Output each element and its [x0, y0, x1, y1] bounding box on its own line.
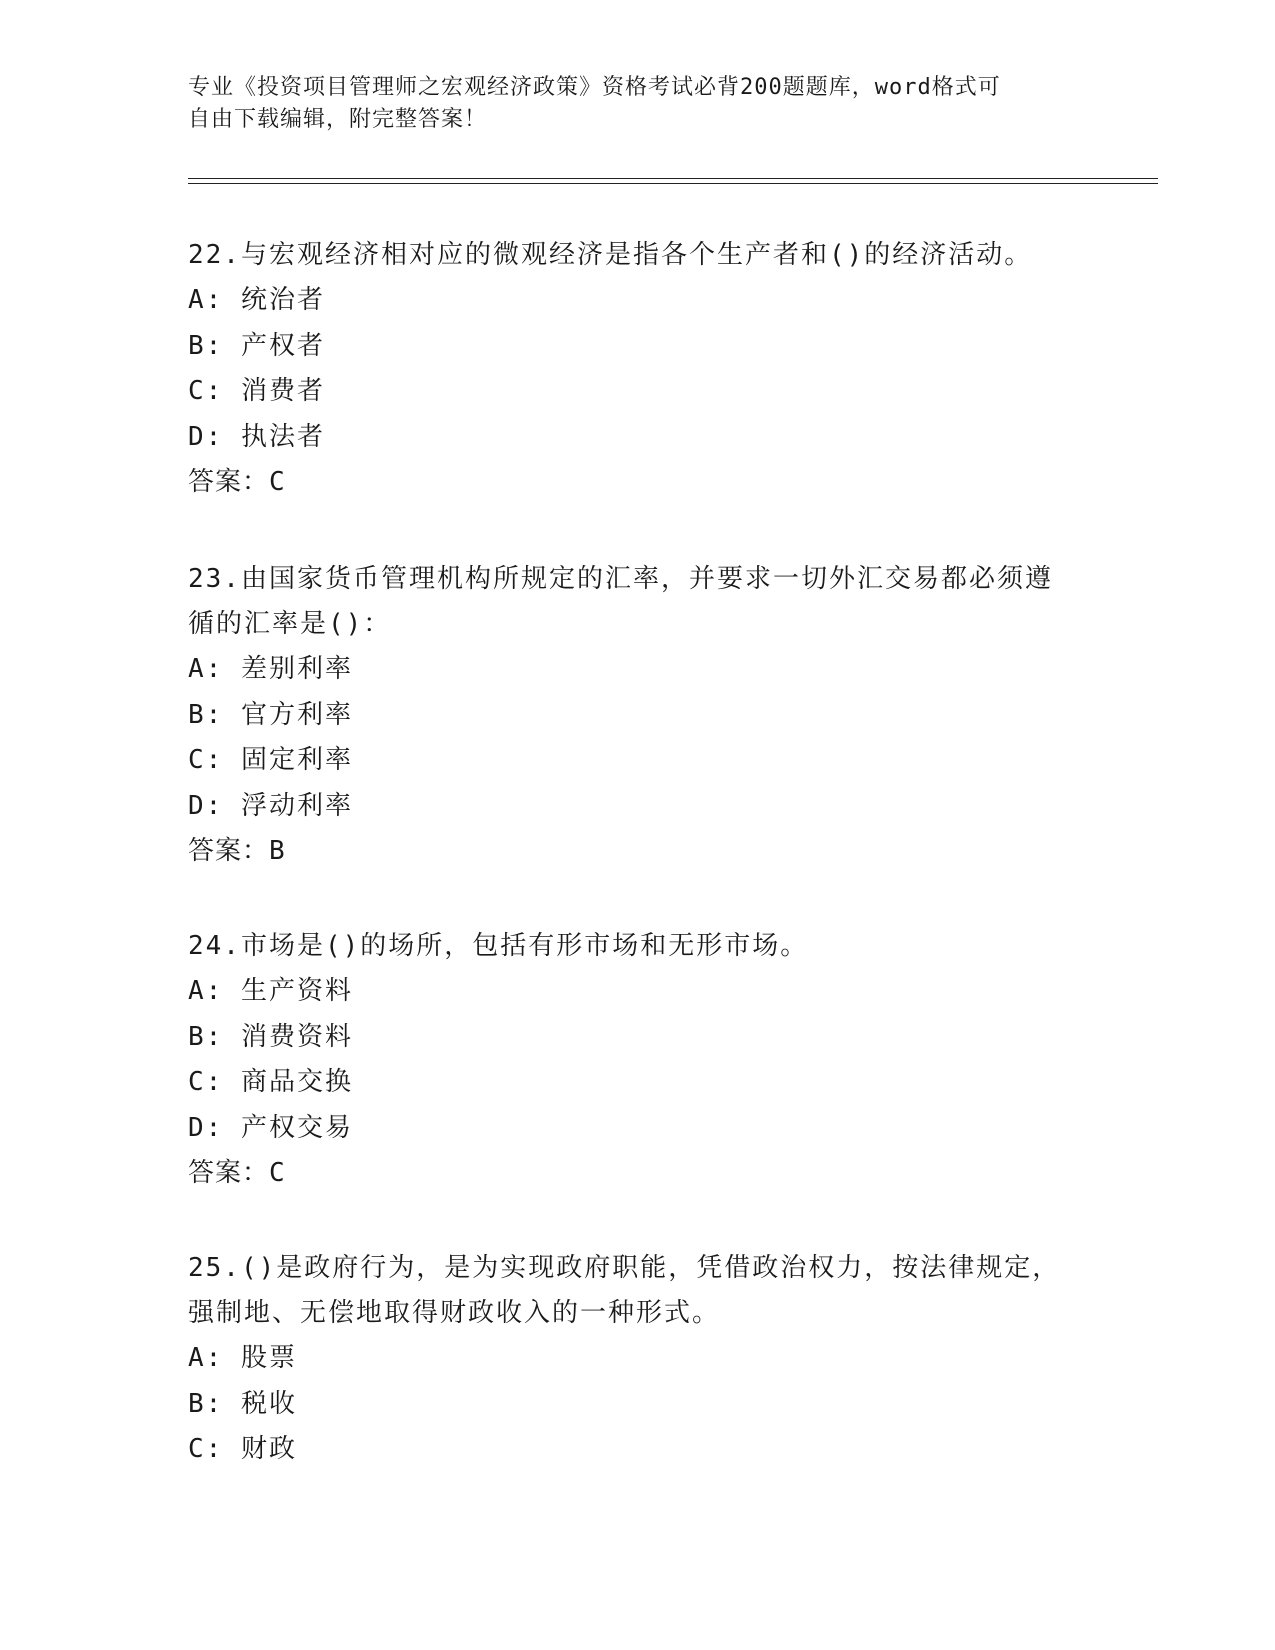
question-22 — [188, 233, 1088, 505]
option-a: A: 差别利率 — [188, 654, 353, 684]
option-d: D: 执法者 — [188, 421, 325, 452]
answer-value: C — [269, 467, 286, 497]
question-23 — [188, 557, 1088, 874]
question-text-line-1: 23.由国家货币管理机构所规定的汇率，并要求一切外汇交易都必须遵 — [188, 564, 1053, 594]
question-text: 22.与宏观经济相对应的微观经济是指各个生产者和()的经济活动。 — [188, 240, 1033, 270]
answer-label: 答案： — [188, 836, 270, 866]
header-line-2: 自由下载编辑，附完整答案！ — [188, 107, 488, 132]
option-d: D: 浮动利率 — [188, 790, 353, 821]
answer-line — [188, 460, 1088, 505]
question-24 — [188, 924, 1088, 1196]
answer-label: 答案： — [188, 1158, 270, 1188]
answer-line — [188, 1151, 1088, 1196]
answer-label: 答案： — [188, 467, 270, 497]
header-divider-bottom — [188, 183, 1158, 184]
question-text-line-1: 25.()是政府行为，是为实现政府职能，凭借政治权力，按法律规定， — [188, 1253, 1061, 1283]
option-b: B: 官方利率 — [188, 699, 353, 730]
option-b: B: 税收 — [188, 1388, 297, 1419]
answer-value: C — [269, 1158, 286, 1188]
option-c: C: 固定利率 — [188, 745, 353, 775]
option-c: C: 商品交换 — [188, 1067, 353, 1097]
option-c: C: 财政 — [188, 1434, 297, 1464]
option-b: B: 消费资料 — [188, 1021, 353, 1052]
document-header — [188, 72, 1088, 136]
option-c: C: 消费者 — [188, 376, 325, 406]
option-a: A: 统治者 — [188, 285, 325, 315]
header-line-1: 专业《投资项目管理师之宏观经济政策》资格考试必背200题题库，word格式可 — [188, 75, 1001, 100]
header-divider-top — [188, 178, 1158, 179]
question-text-line-2: 强制地、无偿地取得财政收入的一种形式。 — [188, 1298, 721, 1328]
question-text-line-2: 循的汇率是()： — [188, 609, 392, 639]
question-25 — [188, 1246, 1088, 1473]
answer-value: B — [269, 836, 286, 866]
option-a: A: 股票 — [188, 1343, 297, 1373]
option-a: A: 生产资料 — [188, 976, 353, 1006]
answer-line — [188, 829, 1088, 874]
option-b: B: 产权者 — [188, 330, 325, 361]
question-text: 24.市场是()的场所，包括有形市场和无形市场。 — [188, 931, 809, 961]
option-d: D: 产权交易 — [188, 1112, 353, 1143]
